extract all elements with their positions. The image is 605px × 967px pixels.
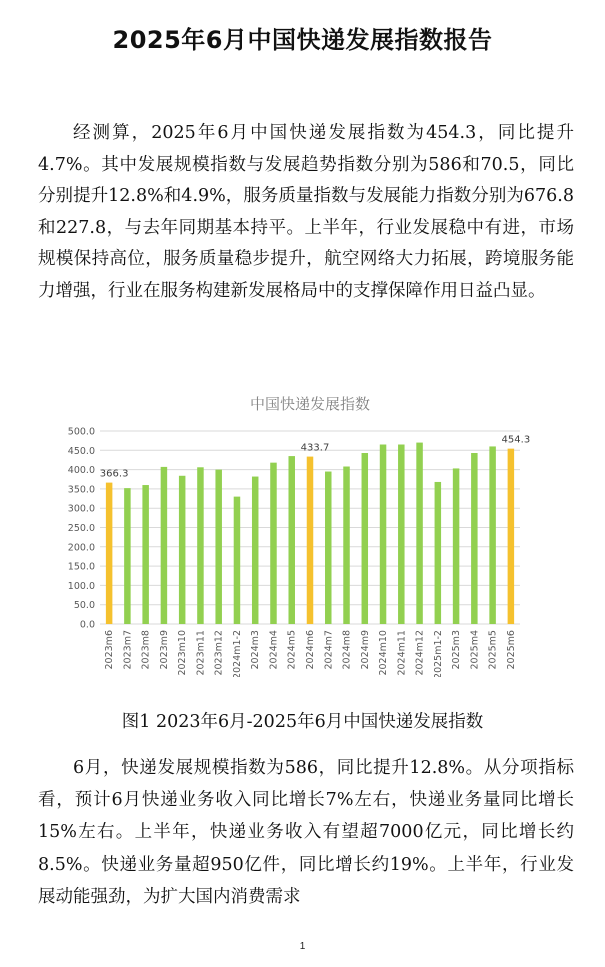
- data-label: 433.7: [300, 442, 330, 454]
- bar: [234, 497, 241, 624]
- y-tick-label: 450.0: [67, 445, 95, 457]
- page-number: 1: [299, 941, 306, 952]
- x-tick-label: 2024m9: [359, 630, 371, 670]
- bar: [106, 483, 113, 624]
- x-tick-label: 2024m8: [341, 630, 353, 670]
- x-tick-label: 2024m1-2: [231, 630, 243, 677]
- y-tick-label: 250.0: [67, 523, 95, 534]
- figure-caption: 图1 2023年6月-2025年6月中国快递发展指数: [121, 712, 484, 732]
- x-tick-label: 2024m11: [396, 630, 408, 676]
- y-tick-label: 300.0: [67, 503, 95, 515]
- bar: [453, 468, 460, 624]
- express-index-chart: [64, 385, 534, 677]
- intro-paragraph: 经测算，2025年6月中国快递发展指数为454.3，同比提升4.7%。其中发展规模指数与发展趋势指数分别为586和70.5，同比分别提升12.8%和4.9%，服务质量指数与发展能力指数分别为676.8和227.8，与去年同期基本持平。上半年，行业发展稳中有进，市场规模保持高位，服务质量稳步提升，航空网络大力拓展，跨境服务能力增强，行业在服务构建新发展格局中的支撑保障作用日益凸显。: [38, 123, 574, 301]
- x-tick-label: 2023m12: [213, 630, 225, 676]
- y-tick-label: 50.0: [73, 600, 95, 612]
- chart-title: 中国快递发展指数: [249, 395, 371, 413]
- data-label: 366.3: [99, 468, 129, 480]
- x-tick-label: 2025m3: [451, 630, 463, 670]
- x-tick-label: 2024m7: [323, 630, 335, 670]
- y-tick-label: 150.0: [67, 561, 95, 573]
- bar: [252, 477, 259, 624]
- x-tick-label: 2024m4: [268, 630, 280, 670]
- data-label: 454.3: [501, 434, 531, 446]
- y-tick-label: 500.0: [67, 426, 95, 438]
- bar-chart-svg: [64, 385, 534, 677]
- scale-index-paragraph: 6月，快递发展规模指数为586，同比提升12.8%。从分项指标看，预计6月快递业务收入同比增长7%左右，快递业务量同比增长15%左右。上半年，快递业务收入有望超7000亿元，同比增长约8.5%。快递业务量超950亿件，同比增长约19%。上半年，行业发展动能强劲，为扩大国内消费需求: [38, 758, 574, 907]
- bar: [398, 445, 405, 624]
- x-tick-label: 2023m11: [195, 630, 207, 676]
- y-tick-label: 200.0: [67, 542, 95, 554]
- x-tick-label: 2024m3: [250, 630, 262, 670]
- bar: [508, 449, 515, 624]
- bar: [270, 463, 277, 624]
- x-tick-label: 2024m12: [414, 630, 426, 676]
- x-tick-label: 2023m9: [158, 630, 170, 670]
- bar: [142, 485, 149, 624]
- x-tick-label: 2023m6: [104, 630, 116, 670]
- y-tick-label: 350.0: [67, 484, 95, 496]
- bar: [307, 457, 314, 624]
- bar: [325, 472, 332, 624]
- x-tick-label: 2025m5: [487, 630, 499, 670]
- bar: [489, 446, 496, 624]
- report-title: 2025年6月中国快递发展指数报告: [112, 26, 493, 54]
- x-tick-label: 2024m10: [378, 630, 390, 676]
- x-tick-label: 2023m10: [177, 630, 189, 676]
- bar: [215, 470, 222, 624]
- x-tick-label: 2023m8: [140, 630, 152, 670]
- x-tick-label: 2025m6: [505, 630, 517, 670]
- x-tick-label: 2025m1-2: [432, 630, 444, 677]
- x-tick-label: 2025m4: [469, 630, 481, 670]
- x-tick-label: 2024m5: [286, 630, 298, 670]
- bar: [380, 445, 387, 624]
- y-tick-label: 100.0: [67, 580, 95, 592]
- x-tick-label: 2023m7: [122, 630, 134, 670]
- bar: [471, 453, 478, 624]
- bar: [362, 453, 369, 624]
- y-tick-label: 0.0: [79, 619, 95, 631]
- bar: [124, 488, 130, 624]
- bar: [197, 467, 204, 624]
- y-tick-label: 400.0: [67, 465, 95, 477]
- bar: [416, 443, 423, 624]
- x-tick-label: 2024m6: [305, 630, 316, 670]
- bar: [343, 467, 350, 624]
- bar: [161, 467, 168, 624]
- bar: [179, 476, 186, 624]
- bar: [288, 456, 295, 624]
- bar: [435, 482, 442, 624]
